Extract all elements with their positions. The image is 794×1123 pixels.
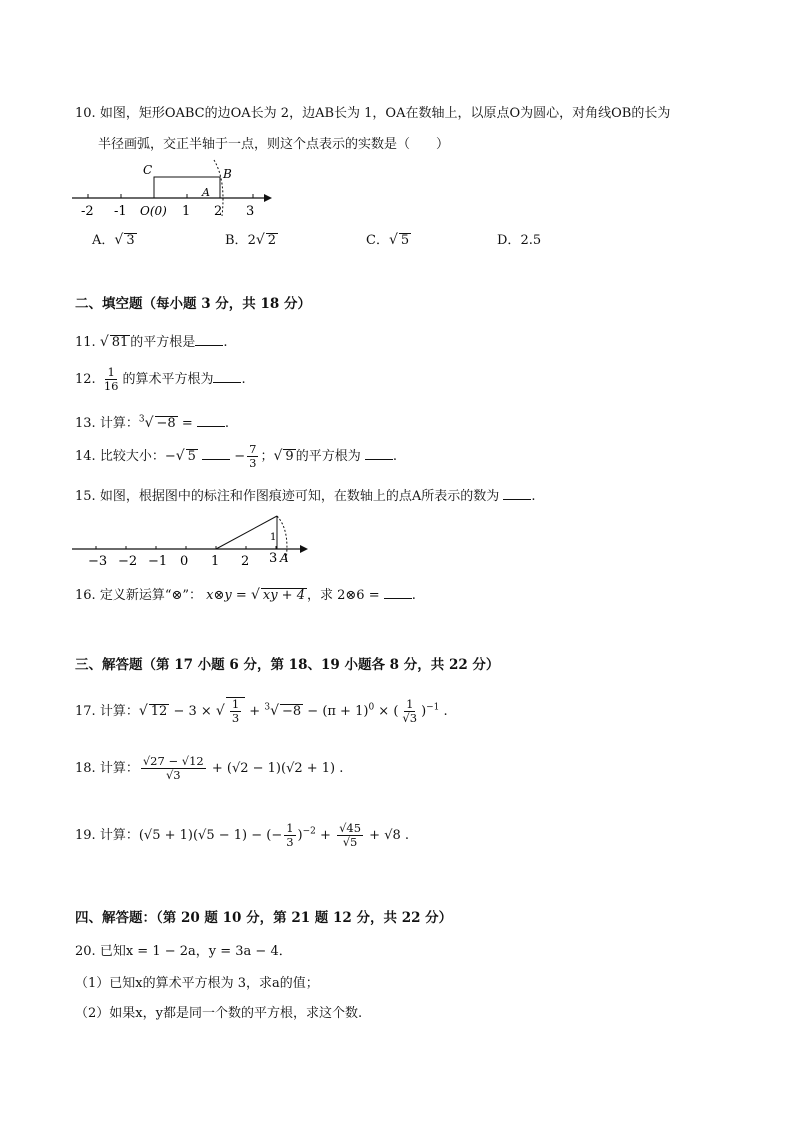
q10-option-a: A．√ 3 (92, 232, 135, 248)
q14: 14. 比较大小：−√ 5 − $\frac{7}{3}$ ；√ 9 的平方根为 . (75, 442, 397, 470)
q15-number-line-figure (68, 510, 313, 570)
q17: 17. 计算：√ 12 − 3 × √ $\frac{1}{3}$ + $^3√ -8 - (\pi + 1)^0$ × ( $\frac{1}{√3}$ )$^{-1}$ . (75, 697, 448, 725)
section3-title: 三、解答题（第 17 小题 6 分，第 18、19 小题各 8 分，共 22 分） (75, 657, 500, 673)
q10-tick: -1 (114, 204, 127, 219)
q15-side-label: 1 (270, 532, 277, 543)
q20-part1: （1）已知x的算术平方根为 3，求a的值； (75, 976, 319, 991)
q10-tick: 3 (246, 204, 255, 219)
q10-option-b: B．2√ 2 (225, 232, 277, 248)
q10-tick: -2 (81, 204, 94, 219)
q15-tick: 0 (180, 554, 189, 569)
q10-tick: O(0) (140, 204, 167, 218)
q10-text-line1: 10. 如图，矩形OABC的边OA长为 2，边AB长为 1，OA在数轴上，以原点O为圆心，对角线OB的长为 (75, 106, 671, 121)
q10-label-c: C (143, 163, 153, 177)
q20-text: 20. 已知x = 1 − 2a，y = 3a − 4． (75, 944, 292, 959)
q15-tick: −3 (88, 554, 108, 569)
q18: 18. 计算： $\frac{√27 - √12}{√3}$ + (√2 − 1)(√2 + 1) . (75, 754, 344, 782)
q10-option-c: C．√ 5 (366, 232, 410, 248)
q10-tick: 1 (182, 204, 191, 219)
q10-text-line2: 半径画弧，交正半轴于一点，则这个点表示的实数是（ ） (98, 137, 450, 152)
q15-text: 15. 如图，根据图中的标注和作图痕迹可知，在数轴上的点A所表示的数为 . (75, 485, 536, 504)
q15-tick: 1 (211, 554, 220, 569)
q20-part2: （2）如果x，y都是同一个数的平方根，求这个数. (75, 1006, 363, 1021)
q15-tick: −2 (118, 554, 138, 569)
q15-tick: −1 (148, 554, 168, 569)
q11: 11. √ 81 的平方根是 . (75, 334, 228, 350)
q10-label-b: B (223, 167, 232, 181)
q19: 19. 计算：(√5 + 1)(√5 − 1) − (− $\frac{1}{3}$ )$^{-2}$ + $\frac{√45}{√5}$ + √8 . (75, 821, 410, 849)
section4-title: 四、解答题：（第 20 题 10 分，第 21 题 12 分，共 22 分） (75, 910, 453, 926)
q16: 16. 定义新运算“⊗”： x⊗y = √ xy + 4 ，求 2⊗6 = . (75, 587, 416, 603)
section2-title: 二、填空题（每小题 3 分，共 18 分） (75, 296, 311, 312)
q15-point-a: A (280, 551, 289, 565)
q12: 12. $\frac{1}{16}$ 的算术平方根为 . (75, 365, 246, 393)
q10-label-a: A (202, 186, 210, 199)
q10-number-line-figure (68, 158, 278, 220)
q10-option-d: D．2.5 (497, 233, 542, 248)
q13: 13. 计算：$^3$√ −8 = . (75, 414, 229, 431)
q15-tick: 2 (241, 554, 250, 569)
q15-tick: 3 (269, 551, 278, 566)
q10-tick: 2 (214, 204, 223, 219)
